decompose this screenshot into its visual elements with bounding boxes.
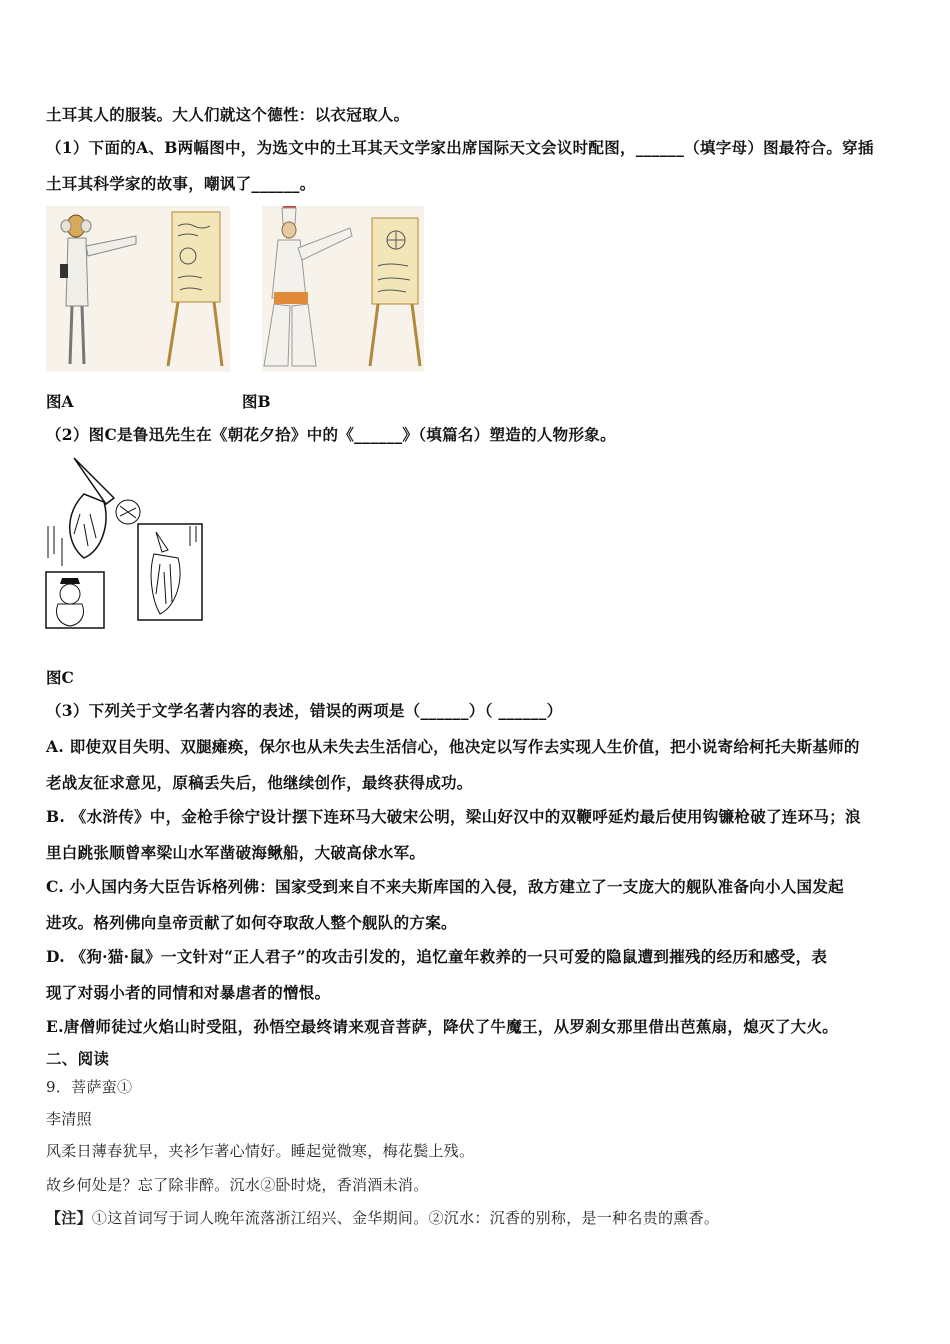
question-2-line: （2）图C是鲁迅先生在《朝花夕拾》中的《______》（填篇名）塑造的人物形象。 xyxy=(46,425,616,444)
option-a-line-2: 老战友征求意见，原稿丢失后，他继续创作，最终获得成功。 xyxy=(46,773,473,792)
question-9-title: 9．菩萨蛮① xyxy=(46,1078,133,1096)
figure-c-caption: 图C xyxy=(46,668,74,687)
poem-line-1: 风柔日薄春犹早，夹衫乍著心情好。睡起觉微寒，梅花鬓上残。 xyxy=(46,1142,475,1160)
poem-line-2: 故乡何处是？忘了除非醉。沉水②卧时烧，香消酒未消。 xyxy=(46,1176,429,1194)
option-c-line-1: C. 小人国内务大臣告诉格列佛：国家受到来自不来夫斯库国的入侵，敌方建立了一支庞大的舰队准备向小人国发起 xyxy=(46,877,844,896)
figure-b-image xyxy=(262,206,424,372)
option-b-line-2: 里白跳张顺曾率梁山水军凿破海鳅船，大破高俅水军。 xyxy=(46,843,426,862)
poem-note xyxy=(46,1207,719,1228)
option-e-line: E.唐僧师徒过火焰山时受阻，孙悟空最终请来观音菩萨，降伏了牛魔王，从罗刹女那里借出芭蕉扇，熄灭了大火。 xyxy=(46,1017,839,1036)
figure-b-caption: 图B xyxy=(242,392,271,411)
section-2-heading: 二、阅读 xyxy=(46,1049,110,1068)
note-text: ①这首词写于词人晚年流落浙江绍兴、金华期间。②沉水：沉香的别称，是一种名贵的熏香。 xyxy=(91,1209,720,1227)
intro-line: 土耳其人的服装。大人们就这个德性：以衣冠取人。 xyxy=(46,105,410,124)
option-c-line-2: 进攻。格列佛向皇帝贡献了如何夺取敌人整个舰队的方案。 xyxy=(46,913,457,932)
question-1-line-1: （1）下面的A、B两幅图中，为选文中的土耳其天文学家出席国际天文会议时配图，______（填字母）图最符合。穿插 xyxy=(46,138,874,157)
option-b-line-1: B. 《水浒传》中，金枪手徐宁设计摆下连环马大破宋公明，梁山好汉中的双鞭呼延灼最后使用钩镰枪破了连环马；浪 xyxy=(46,807,861,826)
question-1-line-2: 土耳其科学家的故事，嘲讽了______。 xyxy=(46,174,316,193)
question-3-stem: （3）下列关于文学名著内容的表述，错误的两项是（______）（ ______） xyxy=(46,701,563,720)
option-a-line-1: A. 即使双目失明、双腿瘫痪，保尔也从未失去生活信心，他决定以写作去实现人生价值，把小说寄给柯托夫斯基师的 xyxy=(46,737,860,756)
figure-a-caption: 图A xyxy=(46,392,74,411)
figure-a-image xyxy=(46,206,230,372)
option-d-line-2: 现了对弱小者的同情和对暴虐者的憎恨。 xyxy=(46,983,331,1002)
poem-author: 李清照 xyxy=(46,1110,92,1128)
option-d-line-1: D. 《狗·猫·鼠》一文针对“正人君子”的攻击引发的，追忆童年救养的一只可爱的隐鼠遭到摧残的经历和感受，表 xyxy=(46,947,828,966)
figure-c-image xyxy=(44,454,210,630)
note-mark: 【注】 xyxy=(46,1209,92,1227)
